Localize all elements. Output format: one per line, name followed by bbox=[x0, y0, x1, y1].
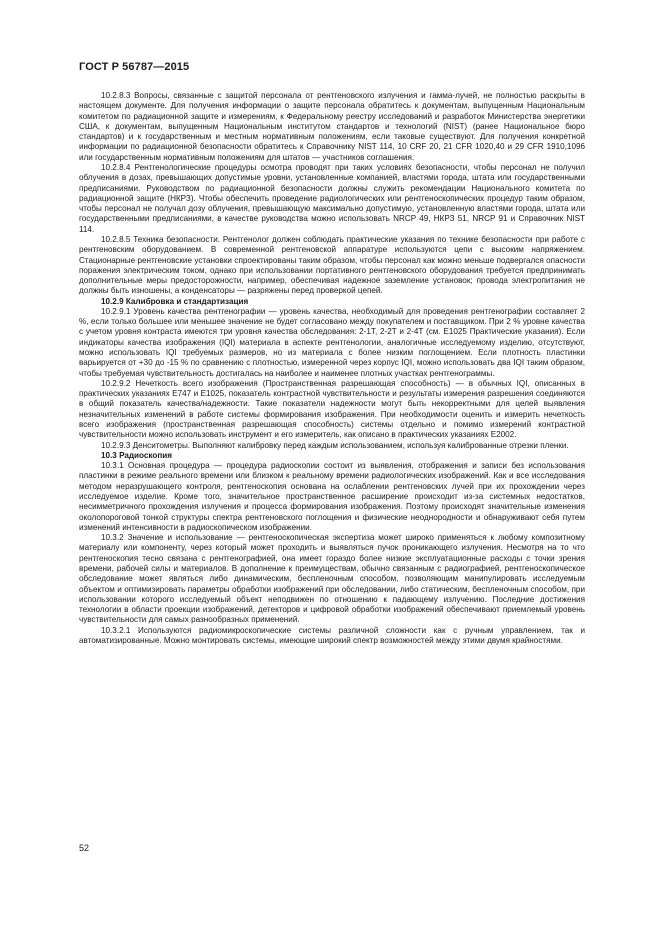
section-heading-10-3: 10.3 Радиоскопия bbox=[101, 450, 172, 460]
paragraph-10-3-1: 10.3.1 Основная процедура — процедура радиоскопии состоит из выявления, отображения и записи без использования пластинки в режиме реального времени или близком к реальному времени радиологических изображений. Как и все исследования методом неразрушающего контроля, рентгеноскопия основана на ослаблении рентгеновских лучей при их прохождении через исследуемое изделие. Кроме того, значительное пространственное расширение происходит из-за системных недостатков, несимметричного прохождения излучения и процесса формирования изображения. Поэтому происходят значительные изменения околопороговой тонкой структуры спектра рентгеновского поглощения и физические неоднородности и обнаруживают себя путем изменений интенсивности в радиоскопическом изображении. bbox=[79, 461, 585, 532]
paragraph-10-2-9-3: 10.2.9.3 Денситометры. Выполняют калибровку перед каждым использованием, используя калиброванные отрезки пленки. bbox=[101, 440, 569, 450]
paragraph-10-2-9-1: 10.2.9.1 Уровень качества рентгенографии — уровень качества, необходимый для проведения рентгенографии составляет 2 %, если только большее или меньшее значение не будет согласовано между покупателем и поставщиком. При 2 % уровне качества с учетом уровня контраста имеются три уровня качества обследования: 2-1T, 2-2T и 2-4T (см. E1025 Практические указания). Если индикаторы качества изображения (IQI) материала в аспекте рентгенологии, аналогичные исследуемому изделию, отсутствуют, можно использовать IQI требуемых размеров, но из материала с более низким поглощением. Если плотность пластинки варьируется от +30 до -15 % по сравнению с плотностью, измеренной через корпус IQI, можно использовать два IQI таким образом, чтобы требуемая чувствительность достигалась на наиболее и наименее плотных участках рентгенограммы. bbox=[79, 306, 585, 378]
paragraph-10-3-2-1: 10.3.2.1 Используются радиомикроскопические системы различной сложности как с ручным управлением, так и автоматизированные. Можно монтировать системы, имеющие широкий спектр возможностей между этими двумя крайностями. bbox=[79, 625, 585, 645]
paragraph-10-2-8-5: 10.2.8.5 Техника безопасности. Рентгенолог должен соблюдать практические указания по технике безопасности при работе с рентгеновским оборудованием. В современной рентгеновской аппаратуре используются цепи с высоким напряжением. Стационарные рентгеновские установки спроектированы таким образом, чтобы персонал как можно меньше подвергался опасности поражения электрическим током, однако при использовании портативного рентгеновского оборудования требуется предпринимать дополнительные меры предосторожности, например, обеспечивая надежное заземление установок; провода электропитания не должны быть изношены, а конденсаторы — разряжены перед проверкой цепей. bbox=[79, 234, 585, 296]
paragraph-10-2-8-4: 10.2.8.4 Рентгенологические процедуры осмотра проводят при таких условиях безопасности, чтобы персонал не получил облучения в дозах, превышающих допустимые уровни, установленные компанией, властями города, штата или государственными предписаниями. Руководством по радиационной безопасности должны служить рекомендации Национального комитета по радиационной защите (НКРЗ). Чтобы обеспечить проведение радиологических или рентгеноскопических процедур таким образом, чтобы персонал не получал дозу облучения, превышающую максимально допустимую, установленную властями города, штата или государственными предписаниями, в качестве руководства можно использовать NRCP 49, НКРЗ 51, NRCP 91 и Справочник NIST 114. bbox=[79, 162, 585, 234]
paragraph-10-2-9-2: 10.2.9.2 Нечеткость всего изображения (Пространственная разрешающая способность) — в обычных IQI, описанных в практических указаниях E747 и E1025, показатель контрастной чувствительности и результаты измерения разрешения соединяются в общий показатель качества/надежности. Такие показатели надежности могут быть некорректными для целей выявления незначительных изменений в работе системы формирования изображения. При необходимости оценить и измерить нечеткость всего изображения (пространственная разрешающая способность) системы отдельно и помимо измерений контрастной чувствительности можно использовать инструмент и его измеритель, как описано в практических указаниях E2002. bbox=[79, 378, 585, 440]
document-body bbox=[79, 91, 585, 646]
page-number: 52 bbox=[79, 843, 90, 853]
paragraph-10-3-2: 10.3.2 Значение и использование — рентгеноскопическая экспертиза может широко применяться к любому композитному материалу или компоненту, через который может проходить и выявляться пучок проникающего излучения. Несмотря на то что рентгеноскопия тесно связана с рентгенографией, она имеет гораздо более низкие эксплуатационные расходы с точки зрения времени, рабочей силы и материалов. В дополнение к преимуществам, обычно связанным с радиографией, рентгеноскопическое обследование может являться либо динамическим, беспленочным способом, позволяющим манипулировать исследуемым объектом и оптимизировать параметры обработки изображений при обследовании, либо статическим, беспленочным способом, при использовании которого исследуемый объект неподвижен по отношению к падающему излучению. Последние достижения технологии в области проекции изображений, детекторов и цифровой обработки изображений обеспечивают приемлемый уровень чувствительности для самых разнообразных применений. bbox=[79, 533, 585, 625]
section-heading-10-2-9: 10.2.9 Калибровка и стандартизация bbox=[101, 296, 249, 306]
document-header-title: ГОСТ Р 56787—2015 bbox=[79, 61, 190, 73]
paragraph-10-2-8-3: 10.2.8.3 Вопросы, связанные с защитой персонала от рентгеновского излучения и гамма-лучей, не полностью раскрыты в настоящем документе. Для получения информации о защите персонала обратитесь к документам, выпущенным Национальным комитетом по радиационной защите и измерениям, к Федеральному реестру исследований и разработок Министерства энергетики США, к документам, выпущенным Национальным институтом стандартов и технологий (NIST) (ранее Национальное бюро стандартов) и к государственным и местным нормативным положениям, если таковые существуют. Для получения конкретной информации по радиационной безопасности обратитесь к Справочнику NIST 114, 10 CRF 20, 21 CFR 1020,40 и 29 CFR 1910,1096 или государственным нормативным положениям для штатов — участников соглашения. bbox=[79, 91, 585, 162]
